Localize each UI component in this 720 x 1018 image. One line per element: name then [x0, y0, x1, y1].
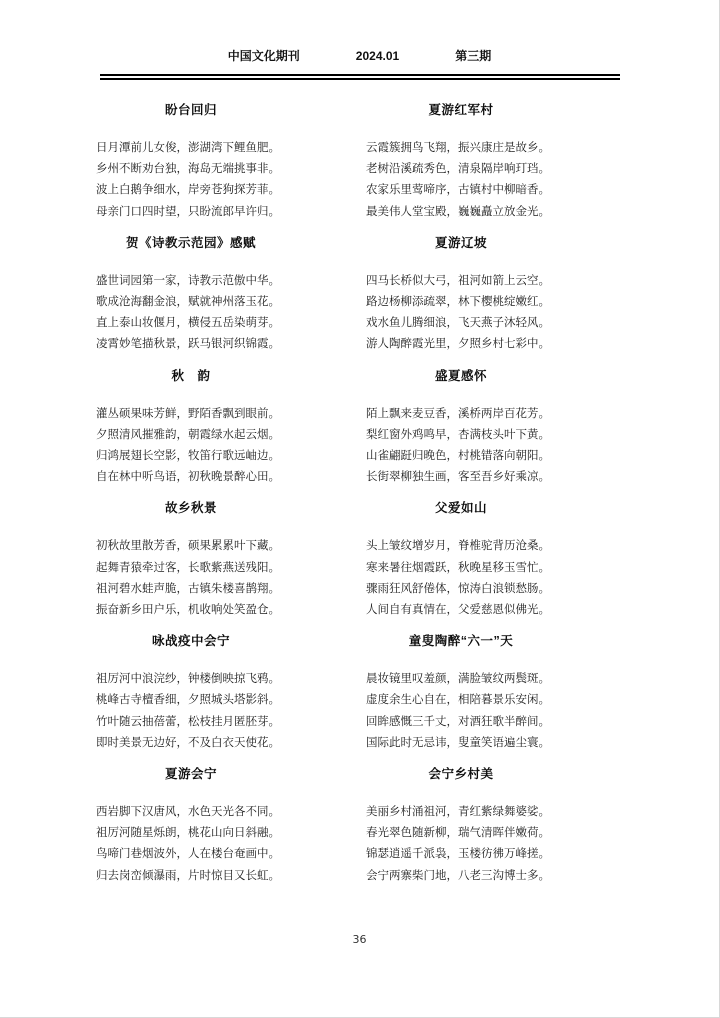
poem-line: 春光翠色随新柳，瑞气清晖伴嫩荷。 — [366, 827, 550, 840]
poem-line: 起舞青猿牵过客，长歌紫燕送残阳。 — [96, 561, 280, 574]
poem-line: 凌霄妙笔描秋景，跃马银河织锦霞。 — [96, 338, 280, 351]
poem-line: 陌上飘来麦豆香，溪桥两岸百花芳。 — [366, 407, 550, 420]
poem-line: 路边杨柳添疏翠，林下樱桃绽嫩红。 — [366, 296, 550, 309]
poem-line: 骤雨狂风舒倦体，惊涛白浪锁愁肠。 — [366, 582, 550, 595]
poem-line: 祖河碧水蛙声脆，古镇朱楼喜鹊翔。 — [96, 582, 280, 595]
poem-lines — [96, 138, 286, 223]
poem-line: 竹叶随云抽蓓蕾，松枝挂月匿胚芽。 — [96, 715, 280, 728]
poem-line: 母亲门口四时望，只盼流郎早许归。 — [96, 205, 280, 218]
poem-lines — [366, 669, 556, 754]
poem — [96, 368, 286, 489]
poem-line: 农家乐里莺啼序，古镇村中柳暗香。 — [366, 184, 550, 197]
poem-line: 虚度余生心自在，相陪暮景乐安闲。 — [366, 694, 550, 707]
page-header — [0, 48, 719, 64]
poem-line: 振奋新乡田户乐，机收响处笑盈仓。 — [96, 604, 280, 617]
poem-line: 头上皱纹增岁月，脊椎驼背历沧桑。 — [366, 540, 550, 553]
poem-title: 会宁乡村美 — [428, 767, 494, 782]
poem-line: 鸟啼门巷烟波外，人在楼台奄画中。 — [96, 848, 280, 861]
poem-line: 盛世词园第一家，诗教示范傲中华。 — [96, 274, 280, 287]
poem-line: 寒来暑往烟霞跃，秋晚星移玉雪忙。 — [366, 561, 550, 574]
poem-title: 夏游红军村 — [428, 103, 494, 117]
poem — [366, 102, 556, 223]
poem-lines — [366, 271, 556, 356]
poem-column-left — [96, 102, 286, 899]
poem-line: 灌丛硕果味芳鲜，野陌香飘到眼前。 — [96, 407, 280, 420]
poem-title: 夏游辽坡 — [434, 235, 487, 250]
poem-lines — [96, 536, 286, 621]
poem-line: 桃峰古寺檀香细，夕照城头塔影斜。 — [96, 694, 280, 707]
poem-title: 秋 韵 — [171, 368, 211, 383]
poem-lines — [366, 404, 556, 489]
poem — [96, 235, 286, 356]
poem — [96, 766, 286, 887]
poem-title: 故乡秋景 — [164, 501, 217, 516]
page-footer — [0, 933, 719, 946]
poem-title: 盼台回归 — [164, 103, 217, 117]
poem-line: 祖厉河随星烁朗，桃花山向日斜融。 — [96, 827, 280, 840]
poem-line: 直上泰山妆偃月，横侵五岳染萌芽。 — [96, 317, 280, 330]
issue-date: 2024.01 — [355, 49, 400, 63]
poem — [366, 368, 556, 489]
poem-lines — [96, 404, 286, 489]
poem-line: 锦瑟逍遥千派袅，玉楼彷彿万峰搓。 — [366, 848, 550, 861]
poem — [96, 102, 286, 223]
poem-line: 会宁两寨柴门地，八老三沟博士多。 — [366, 869, 550, 882]
poem-line: 国际此时无忌讳，叟童笑语遍尘寰。 — [366, 736, 550, 749]
poem-line: 晨妆镜里叹羞颜，满脸皱纹两鬓斑。 — [366, 673, 550, 686]
poem-line: 人间自有真情在，父爱慈恩似佛光。 — [366, 604, 550, 617]
poem-lines — [96, 802, 286, 887]
poem-line: 乡州不断劝台独，海岛无端挑事非。 — [96, 163, 280, 176]
poem — [366, 766, 556, 887]
journal-title: 中国文化期刊 — [227, 49, 300, 63]
header-divider — [100, 74, 620, 80]
poem-line: 日月潭前儿女俊，澎湖湾下鲤鱼肥。 — [96, 142, 280, 154]
poem-lines — [96, 271, 286, 356]
poem-lines — [366, 536, 556, 621]
poem-title: 盛夏感怀 — [434, 368, 487, 383]
poem-lines — [366, 802, 556, 887]
poem-line: 夕照清风摧雅韵，朝霞绿水起云烟。 — [96, 428, 280, 441]
poem-title: 贺《诗教示范园》感赋 — [125, 235, 256, 250]
poem-column-right — [366, 102, 556, 899]
poem-line: 美丽乡村涌祖河，青红紫绿舞婆娑。 — [366, 806, 550, 819]
poem — [366, 500, 556, 621]
poem-line: 四马长桥似大弓，祖河如箭上云空。 — [366, 274, 550, 287]
poem-grid — [0, 102, 719, 899]
poem-line: 归鸿展翅长空影，牧笛行歌远岫边。 — [96, 450, 280, 463]
poem-lines — [96, 669, 286, 754]
poem-line: 长街翠柳独生画，客至吾乡好乘凉。 — [366, 471, 550, 484]
poem-title: 父爱如山 — [434, 501, 487, 516]
poem-line: 歌成沧海翻金浪，赋就神州落玉花。 — [96, 296, 280, 309]
poem-line: 老树沿溪疏秀色，清泉隔岸响玎珰。 — [366, 163, 550, 176]
poem-line: 戏水鱼儿腾细浪，飞天燕子沐轻风。 — [366, 317, 550, 330]
poem-line: 西岩脚下汉唐风，水色天光各不同。 — [96, 806, 280, 819]
poem — [366, 633, 556, 754]
poem-lines — [366, 138, 556, 223]
poem-line: 自在林中听鸟语，初秋晚景醉心田。 — [96, 471, 280, 484]
poem — [96, 500, 286, 621]
poem-title: 童叟陶醉“六一”天 — [408, 634, 514, 649]
poem-line: 初秋故里散芳香，硕果累累叶下藏。 — [96, 540, 280, 553]
poem-line: 祖厉河中浪浣纱，钟楼倒映掠飞鸦。 — [96, 673, 280, 686]
poem-line: 游人陶醉霞光里，夕照乡村七彩中。 — [366, 338, 550, 351]
poem-title: 夏游会宁 — [164, 767, 217, 782]
poem — [366, 235, 556, 356]
poem-line: 波上白鹅争细水，岸旁苍狗探芳菲。 — [96, 184, 280, 197]
poem-line: 梨红窗外鸡鸣早，杏满枝头叶下黄。 — [366, 428, 550, 441]
poem-line: 最美伟人堂宝殿，巍巍矗立放金光。 — [366, 205, 550, 218]
page-number: 36 — [352, 932, 367, 946]
poem-line: 山雀翩跹归晚色，村桃错落向朝阳。 — [366, 450, 550, 463]
poem-line: 云霞簇拥鸟飞翔，振兴康庄是故乡。 — [366, 142, 550, 154]
issue-number: 第三期 — [455, 49, 492, 63]
poem — [96, 633, 286, 754]
poem-title: 咏战疫中会宁 — [151, 634, 230, 649]
poem-line: 即时美景无边好，不及白衣天使花。 — [96, 736, 280, 749]
poem-line: 回眸感慨三千丈，对酒狂歌半醉间。 — [366, 715, 550, 728]
poem-line: 归去岗峦倾瀑雨，片时惊目又长虹。 — [96, 869, 280, 882]
